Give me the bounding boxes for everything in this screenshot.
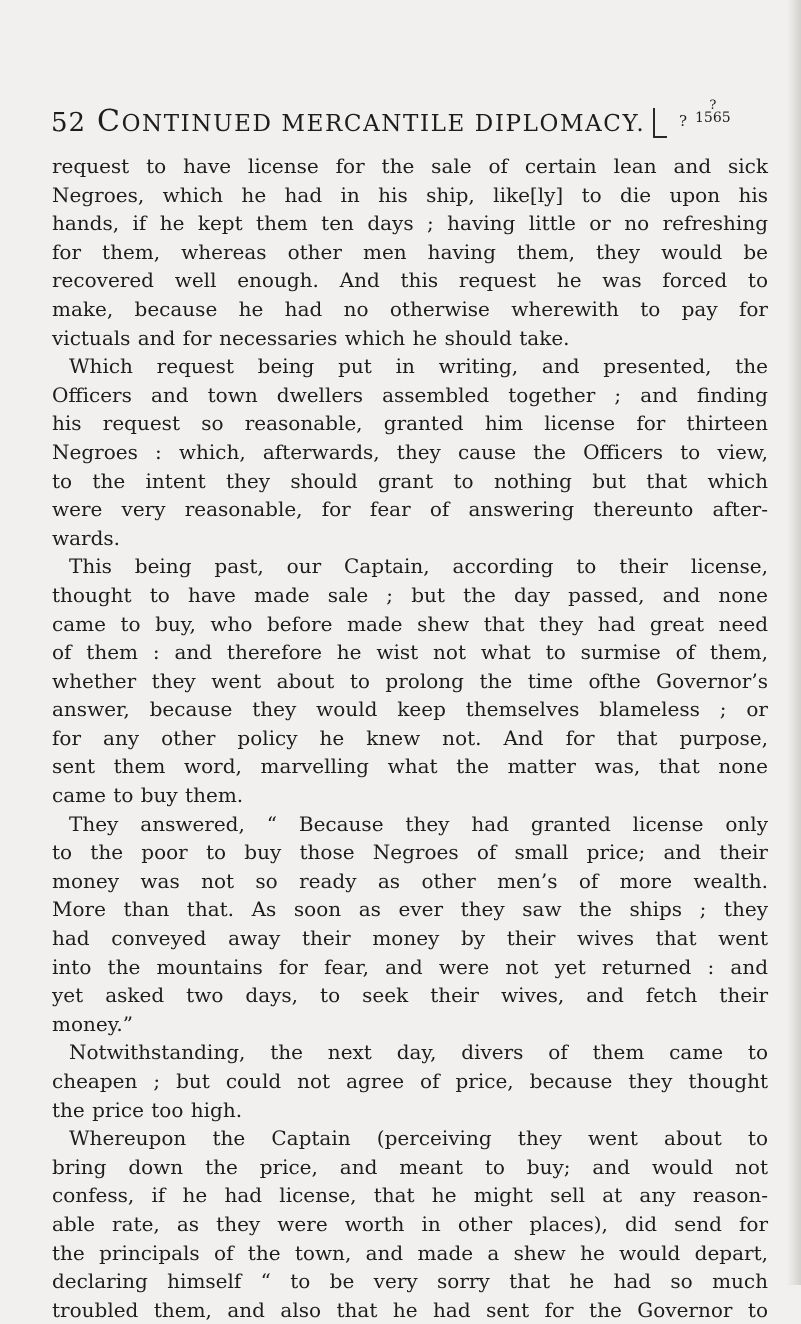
text-line: the principals of the town, and made a shew he would depart, [52, 1240, 768, 1265]
text-line: had conveyed away their money by their wives that went [52, 926, 768, 951]
text-line: for any other policy he knew not. And for that purpose, [52, 725, 768, 750]
text-line: Negroes : which, afterwards, they cause the Officers to view, [52, 439, 768, 464]
page-number: 52 [51, 108, 87, 138]
text-line: They answered, “ Because they had granted license only [69, 811, 768, 836]
text-line: into the mountains for fear, and were not yet returned : and [52, 954, 768, 979]
header-symbol: ? [679, 112, 688, 130]
body-text [52, 152, 768, 1324]
text-line: troubled them, and also that he had sent for the Governor to [52, 1297, 768, 1322]
text-line: make, because he had no otherwise wherewith to pay for [52, 296, 768, 321]
text-line: to the intent they should grant to nothing but that which [52, 468, 768, 493]
text-line: his request so reasonable, granted him license for thirteen [52, 411, 768, 436]
chapter-title-rest: ONTINUED MERCANTILE DIPLOMACY. [121, 111, 646, 137]
text-line: Notwithstanding, the next day, divers of them came to [69, 1040, 768, 1065]
text-line: answer, because they would keep themselves blameless ; or [52, 697, 768, 722]
text-line: money.” [52, 1011, 133, 1036]
text-line: came to buy, who before made shew that they had great need [52, 611, 768, 636]
margin-year-value: 1565 [695, 110, 731, 126]
text-line: sent them word, marvelling what the matter was, that none [52, 754, 768, 779]
text-line: cheapen ; but could not agree of price, because they thought [52, 1069, 768, 1093]
text-line: Negroes, which he had in his ship, like[ly] to die upon his [52, 182, 768, 207]
text-line: recovered well enough. And this request he was forced to [52, 268, 768, 293]
margin-year-mark: ? [709, 98, 717, 113]
text-line: thought to have made sale ; but the day passed, and none [52, 582, 768, 607]
text-line: were very reasonable, for fear of answering thereunto after- [52, 497, 768, 522]
text-line: money was not so ready as other men’s of more wealth. [52, 868, 768, 893]
chapter-title [97, 104, 645, 139]
text-line: the price too high. [52, 1097, 243, 1122]
text-line: Whereupon the Captain (perceiving they went about to [69, 1126, 768, 1151]
text-line: yet asked two days, to seek their wives, and fetch their [52, 983, 768, 1008]
text-line: Which request being put in writing, and presented, the [69, 354, 768, 379]
bracket-mark [653, 108, 667, 138]
text-line: This being past, our Captain, according to their license, [69, 554, 768, 579]
text-line: hands, if he kept them ten days ; having little or no refreshing [52, 211, 768, 236]
text-line: More than that. As soon as ever they saw the ships ; they [52, 897, 768, 922]
text-line: declaring himself “ to be very sorry that he had so much [52, 1269, 768, 1294]
text-line: victuals and for necessaries which he should take. [52, 325, 570, 350]
text-line: for them, whereas other men having them, they would be [52, 239, 768, 264]
text-line: request to have license for the sale of certain lean and sick [52, 154, 768, 178]
text-line: to the poor to buy those Negroes of small price; and their [52, 840, 768, 865]
text-line: able rate, as they were worth in other places), did send for [52, 1211, 768, 1236]
chapter-title-initial: C [97, 104, 122, 139]
text-line: whether they went about to prolong the time ofthe Governor’s [52, 668, 768, 693]
margin-year [695, 100, 731, 124]
page-edge-shadow [787, 0, 801, 1285]
running-head [51, 98, 771, 139]
text-line: came to buy them. [52, 783, 244, 808]
text-line: of them : and therefore he wist not what to surmise of them, [52, 640, 768, 665]
text-line: confess, if he had license, that he might sell at any reason- [52, 1183, 768, 1208]
text-line: wards. [52, 525, 121, 550]
text-line: bring down the price, and meant to buy; and would not [52, 1154, 768, 1179]
text-line: Officers and town dwellers assembled together ; and finding [52, 382, 768, 407]
